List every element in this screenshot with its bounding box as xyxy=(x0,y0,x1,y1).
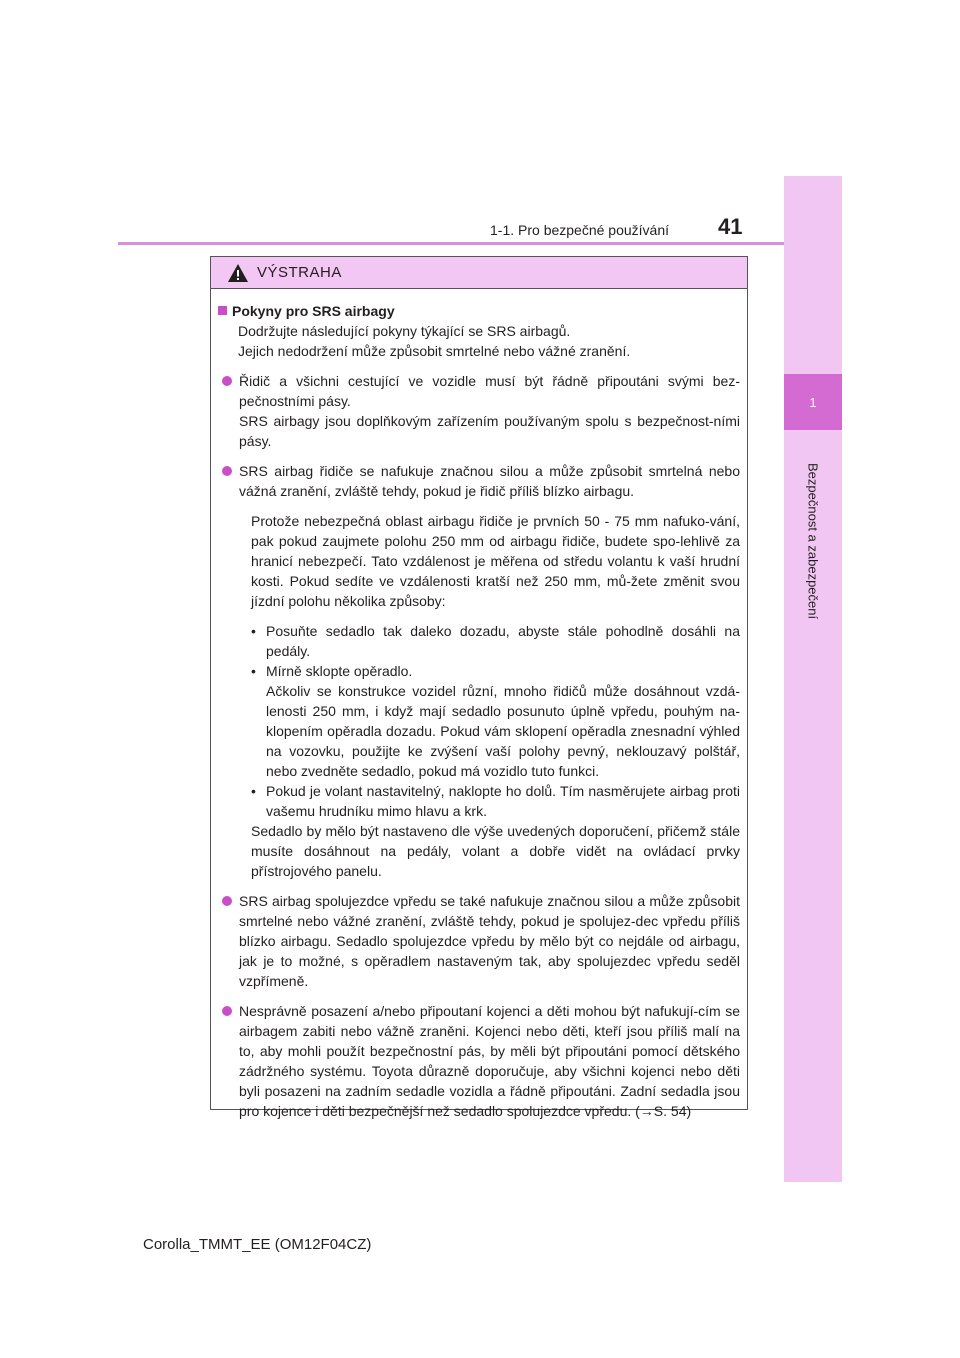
sub-list-item xyxy=(251,621,740,661)
list-item xyxy=(218,891,740,991)
list-item-text: Řidič a všichni cestující ve vozidle musí být řádně připoutáni svými bez-pečnostními pásy. xyxy=(239,373,740,409)
seat-closing-note xyxy=(251,821,740,881)
section-title: 1-1. Pro bezpečné používání xyxy=(490,222,670,238)
list-item xyxy=(218,371,740,451)
detail-text: Protože nebezpečná oblast airbagu řidiče je prvních 50 - 75 mm nafuko-vání, pak pokud zaujmete polohu 250 mm od airbagu řidiče, budete spo-lehlivě za hranicí nebezpečí. Tato vzdálenost je měřena od středu volantu k vaší hrudní kosti. Pokud sedíte ve vzdálenosti kratší než 250 mm, mů-žete změnit svou jízdní polohu několika způsoby: xyxy=(251,513,740,609)
intro-line: Dodržujte následující pokyny týkající se SRS airbagů. xyxy=(238,323,571,339)
driver-distance-detail xyxy=(251,511,740,611)
warning-box xyxy=(210,256,748,1119)
closing-text: Sedadlo by mělo být nastaveno dle výše uvedených doporučení, přičemž stále musíte dosáhnout na pedály, volant a dobře vidět na ovládací prvky přístrojového panelu. xyxy=(251,823,740,879)
list-item xyxy=(218,1001,740,1121)
round-bullet-icon xyxy=(222,376,232,386)
warning-body xyxy=(211,289,747,1121)
warning-heading-text: Pokyny pro SRS airbagy xyxy=(232,303,395,319)
sub-item-text: Ačkoliv se konstrukce vozidel různí, mnoho řidičů může dosáhnout vzdá-lenosti 250 mm, i když mají sedadlo posunuto úplně vpředu, pouhým na-klopením opěradla dozadu. Pokud vám sklopení opěradla znesnadní výhled na vozovku, použijte ke zvýšení vaší polohy pevný, neklouzavý polštář, nebo zvedněte sedadlo, pokud má vozidlo tuto funkci. xyxy=(266,683,740,779)
list-item-text: SRS airbagy jsou doplňkovým zařízením používaným spolu s bezpečnost-ními pásy. xyxy=(239,413,740,449)
warning-heading xyxy=(218,301,740,321)
sub-item-text: Pokud je volant nastavitelný, naklopte ho dolů. Tím nasměrujete airbag proti vašemu hrudníku mimo hlavu a krk. xyxy=(266,783,740,819)
sub-list-item xyxy=(251,781,740,821)
footer-document-code: Corolla_TMMT_EE (OM12F04CZ) xyxy=(143,1236,372,1253)
list-item-text: SRS airbag řidiče se nafukuje značnou silou a může způsobit smrtelná nebo vážná zranění, zvláště tehdy, pokud je řidič příliš blízko airbagu. xyxy=(239,463,740,499)
list-item xyxy=(218,461,740,501)
round-bullet-icon xyxy=(222,466,232,476)
sub-list-item xyxy=(251,661,740,781)
sub-item-text: Mírně sklopte opěradlo. xyxy=(266,663,413,679)
header-divider xyxy=(118,242,784,245)
warning-header xyxy=(211,257,747,289)
warning-intro xyxy=(238,321,740,361)
round-bullet-icon xyxy=(222,896,232,906)
sub-bullet: • xyxy=(251,663,256,679)
chapter-number: 1 xyxy=(784,374,842,430)
seat-adjustment-list xyxy=(251,621,740,821)
sub-bullet: • xyxy=(251,623,256,639)
sub-item-text: Posuňte sedadlo tak daleko dozadu, abyste stále pohodlně dosáhli na pedály. xyxy=(266,623,740,659)
list-item-text: Nesprávně posazení a/nebo připoutaní kojenci a děti mohou být nafukují-cím se airbagem zabiti nebo vážně zraněni. Kojenci nebo děti, kteří jsou příliš malí na to, aby mohli použít bezpečnostní pás, by měli být připoutáni pomocí dětského zádržného systému. Toyota důrazně doporučuje, aby všichni kojenci nebo děti byli posazeni na zadním sedadle vozidla a řádně připoutáni. Zadní sedadla jsou pro kojence i děti bezpečnější než sedadlo spolujezdce vpředu. (→S. 54) xyxy=(239,1003,740,1119)
chapter-title-text: Bezpečnost a zabezpečení xyxy=(805,462,821,620)
page-number: 41 xyxy=(718,214,743,239)
list-item-text: SRS airbag spolujezdce vpředu se také nafukuje značnou silou a může způsobit smrtelné nebo vážné zranění, zvláště tehdy, pokud je spolujez-dec vpředu příliš blízko airbagu. Sedadlo spolujezdce vpředu by mělo být co nejdále od airbagu, jak je to možné, s opěradlem nastaveným tak, aby spolujezdec vpředu seděl vzpřímeně. xyxy=(239,893,740,989)
warning-title: VÝSTRAHA xyxy=(257,264,342,281)
square-bullet-icon xyxy=(218,306,227,315)
chapter-side-tab xyxy=(784,176,842,1182)
intro-line: Jejich nedodržení může způsobit smrtelné nebo vážné zranění. xyxy=(238,343,631,359)
sub-bullet: • xyxy=(251,783,256,799)
round-bullet-icon xyxy=(222,1006,232,1016)
chapter-title xyxy=(784,446,842,636)
warning-triangle-icon xyxy=(227,263,249,283)
